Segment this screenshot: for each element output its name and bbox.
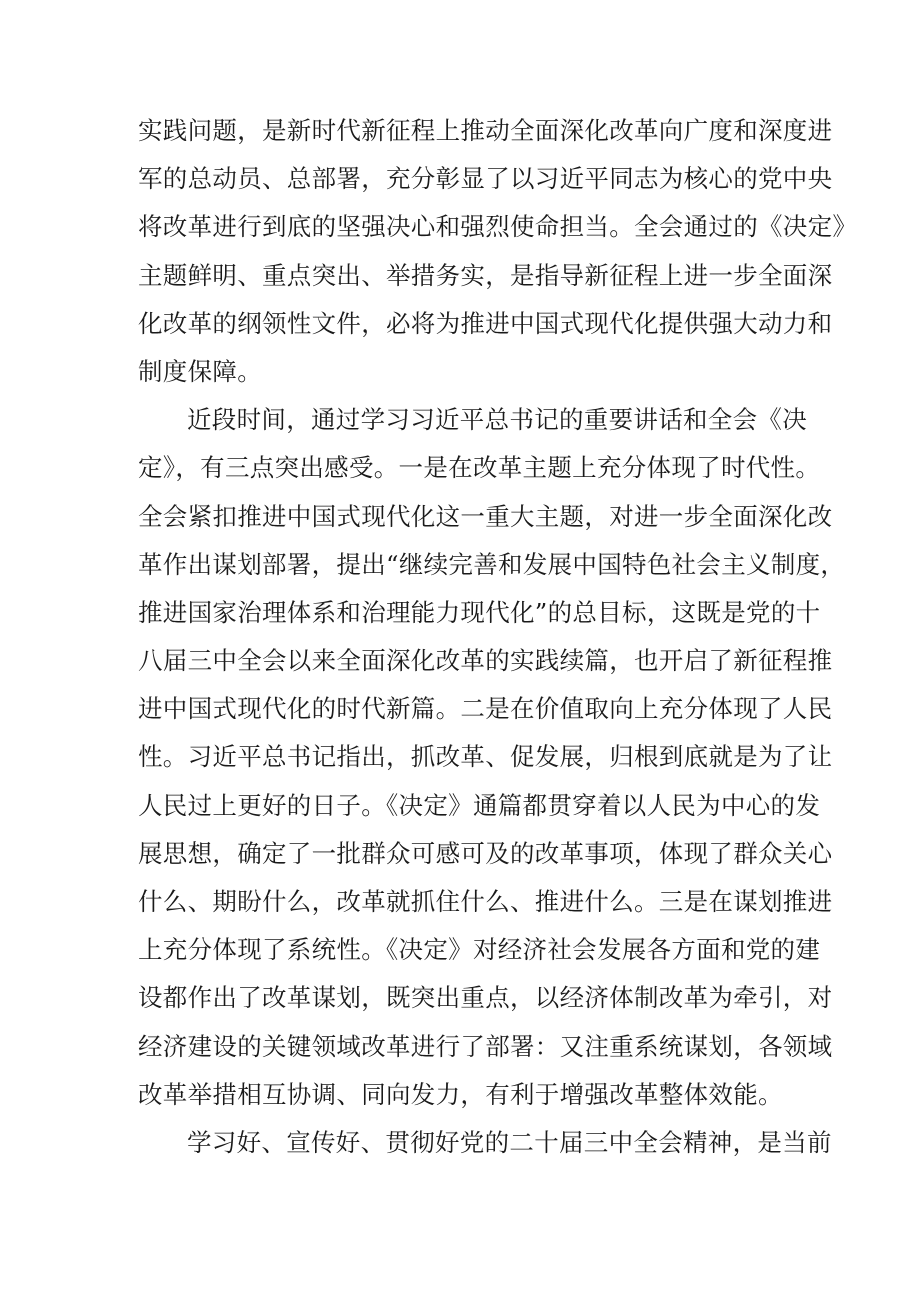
text-line: 什么、期盼什么，改革就抓住什么、推进什么。三是在谋划推进: [138, 887, 833, 916]
text-line: 化改革的纲领性文件，必将为推进中国式现代化提供强大动力和: [138, 308, 833, 338]
text-line: 将改革进行到底的坚强决心和强烈使命担当。全会通过的《决定》: [138, 212, 858, 242]
body-text: [138, 107, 858, 1167]
paragraph-first-line: 近段时间，通过学习习近平总书记的重要讲话和全会《决: [187, 405, 807, 435]
text-line: 设都作出了改革谋划，既突出重点，以经济体制改革为牵引，对: [138, 983, 833, 1013]
paragraph-first-line: 学习好、宣传好、贯彻好党的二十届三中全会精神，是当前: [187, 1127, 832, 1157]
text-line: 上充分体现了系统性。《决定》对经济社会发展各方面和党的建: [138, 935, 821, 965]
text-line: 性。习近平总书记指出，抓改革、促发展，归根到底就是为了让: [138, 742, 833, 772]
text-line: 军的总动员、总部署，充分彰显了以习近平同志为核心的党中央: [138, 164, 833, 194]
text-line: 定》，有三点突出感受。一是在改革主题上充分体现了时代性。: [138, 453, 821, 483]
text-line: 经济建设的关键领域改革进行了部署：又注重系统谋划，各领域: [138, 1031, 833, 1061]
text-line: 全会紧扣推进中国式现代化这一重大主题，对进一步全面深化改: [138, 501, 833, 531]
text-line: 制度保障。: [138, 356, 262, 386]
text-line: 革作出谋划部署，提出“继续完善和发展中国特色社会主义制度，: [138, 549, 846, 579]
text-line: 展思想，确定了一批群众可感可及的改革事项，体现了群众关心: [138, 838, 833, 868]
text-line: 实践问题，是新时代新征程上推动全面深化改革向广度和深度进: [138, 116, 833, 145]
text-line: 进中国式现代化的时代新篇。二是在价值取向上充分体现了人民: [138, 694, 833, 724]
text-line: 推进国家治理体系和治理能力现代化”的总目标，这既是党的十: [138, 597, 821, 627]
text-line: 人民过上更好的日子。《决定》通篇都贯穿着以人民为中心的发: [138, 790, 821, 820]
text-line: 改革举措相互协调、同向发力，有利于增强改革整体效能。: [138, 1079, 783, 1109]
text-line: 主题鲜明、重点突出、举措务实，是指导新征程上进一步全面深: [138, 260, 833, 290]
text-line: 八届三中全会以来全面深化改革的实践续篇，也开启了新征程推: [138, 646, 833, 676]
